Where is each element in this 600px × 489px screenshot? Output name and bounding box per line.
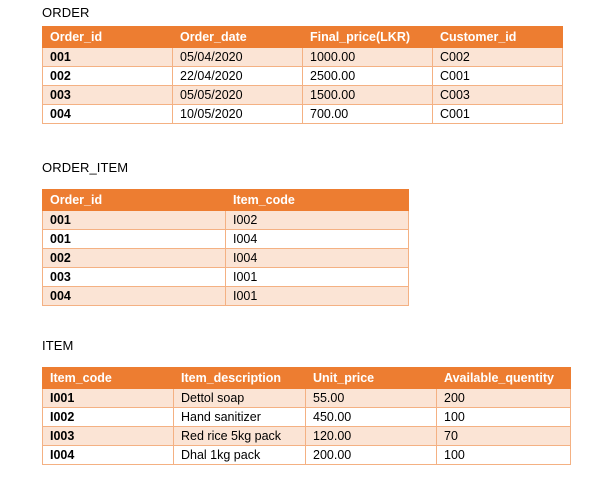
table-cell: I001 (226, 287, 409, 306)
table-row (43, 427, 571, 446)
table-header-row (43, 190, 409, 211)
column-header: Order_id (43, 190, 226, 211)
column-header: Unit_price (306, 368, 437, 389)
table-cell: 70 (437, 427, 571, 446)
table-header-row (43, 368, 571, 389)
column-header: Item_code (226, 190, 409, 211)
column-header: Order_date (173, 27, 303, 48)
table-cell: I002 (226, 211, 409, 230)
table-header-row (43, 27, 563, 48)
table-cell: 05/05/2020 (173, 86, 303, 105)
table-row (43, 287, 409, 306)
table-row (43, 408, 571, 427)
table-cell: 700.00 (303, 105, 433, 124)
table-row (43, 446, 571, 465)
column-header: Order_id (43, 27, 173, 48)
table-cell: I001 (226, 268, 409, 287)
column-header: Available_quentity (437, 368, 571, 389)
table-cell: 003 (43, 86, 173, 105)
table-cell: 200.00 (306, 446, 437, 465)
table-cell: 003 (43, 268, 226, 287)
table-cell: C002 (433, 48, 563, 67)
table-cell: I004 (226, 230, 409, 249)
order-table (42, 26, 563, 124)
table-cell: 200 (437, 389, 571, 408)
table-cell: 1000.00 (303, 48, 433, 67)
table-cell: C001 (433, 105, 563, 124)
column-header: Customer_id (433, 27, 563, 48)
column-header: Item_code (43, 368, 174, 389)
table-row (43, 105, 563, 124)
table-cell: 001 (43, 211, 226, 230)
table-cell: 1500.00 (303, 86, 433, 105)
table-cell: I001 (43, 389, 174, 408)
table-cell: 55.00 (306, 389, 437, 408)
table-cell: Dhal 1kg pack (174, 446, 306, 465)
table-row (43, 86, 563, 105)
table-cell: 004 (43, 105, 173, 124)
table-cell: Dettol soap (174, 389, 306, 408)
column-header: Final_price(LKR) (303, 27, 433, 48)
table-row (43, 211, 409, 230)
table-cell: 001 (43, 230, 226, 249)
table-cell: 05/04/2020 (173, 48, 303, 67)
table-cell: 450.00 (306, 408, 437, 427)
table-cell: 001 (43, 48, 173, 67)
table-cell: 002 (43, 67, 173, 86)
table-row (43, 389, 571, 408)
table-row (43, 67, 563, 86)
order-table-title: ORDER (42, 5, 90, 20)
table-cell: 2500.00 (303, 67, 433, 86)
column-header: Item_description (174, 368, 306, 389)
table-cell: C003 (433, 86, 563, 105)
table-cell: Red rice 5kg pack (174, 427, 306, 446)
table-row (43, 249, 409, 268)
table-cell: I003 (43, 427, 174, 446)
table-cell: I004 (43, 446, 174, 465)
item-table-title: ITEM (42, 338, 74, 353)
order-item-table-title: ORDER_ITEM (42, 160, 129, 175)
table-cell: C001 (433, 67, 563, 86)
table-cell: Hand sanitizer (174, 408, 306, 427)
table-cell: 120.00 (306, 427, 437, 446)
table-row (43, 48, 563, 67)
table-cell: 100 (437, 446, 571, 465)
table-cell: 100 (437, 408, 571, 427)
table-cell: I002 (43, 408, 174, 427)
table-cell: 22/04/2020 (173, 67, 303, 86)
order-item-table (42, 189, 409, 306)
table-cell: 10/05/2020 (173, 105, 303, 124)
table-row (43, 268, 409, 287)
table-cell: 004 (43, 287, 226, 306)
item-table (42, 367, 571, 465)
table-cell: I004 (226, 249, 409, 268)
table-cell: 002 (43, 249, 226, 268)
table-row (43, 230, 409, 249)
